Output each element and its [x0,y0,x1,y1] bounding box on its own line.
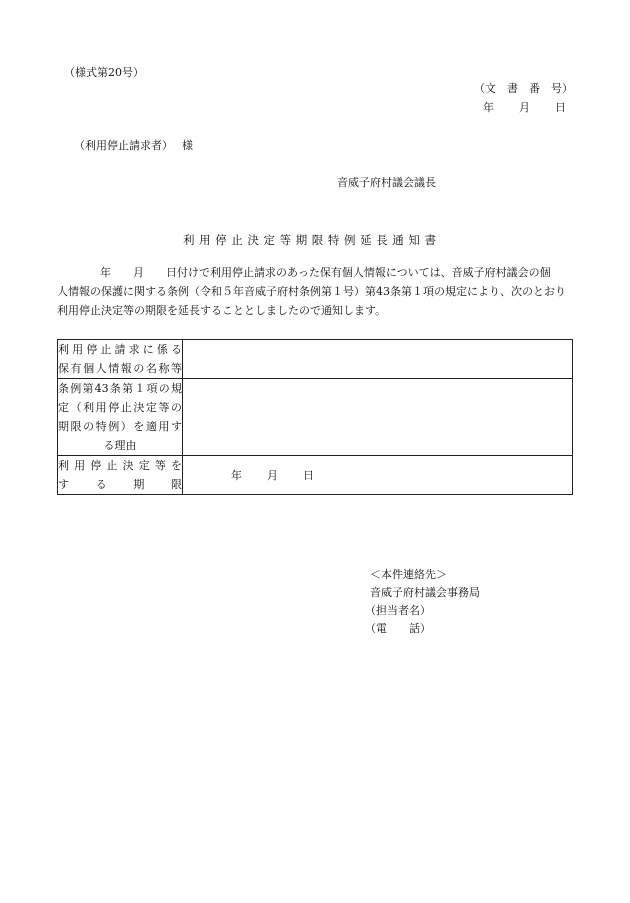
row3-label [58,456,183,495]
form-number: （様式第20号） [64,66,144,79]
document-number: （文 書 番 号） [474,82,573,95]
contact-person: （担当者名） [365,604,431,617]
deadline-date: 年 月 日 [231,469,315,482]
row1-value [183,340,573,379]
row2-value [183,379,573,456]
table-row [58,456,573,495]
row2-label-line1: 条例第43条第１項の規 [58,382,182,395]
body-line-3: 利用停止決定等の期限を延長することとしましたので通知します。 [57,304,387,317]
body-line-1: 年 月 日付けで利用停止請求のあった保有個人情報については、音威子府村議会の個 [100,266,551,279]
contact-heading: ＜本件連絡先＞ [370,568,447,581]
row1-label [58,340,183,379]
body-line-2: 人情報の保護に関する条例（令和５年音威子府村条例第１号）第43条第１項の規定により、次のとおり [57,285,566,298]
row2-label [58,379,183,456]
row3-value [183,456,573,495]
info-table [57,339,573,495]
row1-label-line1: 利用停止請求に係る [58,343,182,356]
row2-label-line3: 期限の特例）を適用す [58,420,182,433]
table-row [58,340,573,379]
table-row [58,379,573,456]
addressee: （利用停止請求者） 様 [74,139,193,152]
row3-label-line1: 利用停止決定等を [58,459,182,472]
row1-label-line2: 保有個人情報の名称等 [58,362,182,375]
contact-phone: （電 話） [365,622,431,635]
document-title: 利用停止決定等期限特例延長通知書 [183,233,441,247]
issue-date: 年 月 日 [483,101,567,114]
contact-office: 音威子府村議会事務局 [370,586,480,599]
sender-name: 音威子府村議会議長 [337,176,436,189]
row2-label-line4: る理由 [103,439,137,452]
row3-label-line2: する期限 [58,478,182,491]
row2-label-line2: 定（利用停止決定等の [58,401,182,414]
